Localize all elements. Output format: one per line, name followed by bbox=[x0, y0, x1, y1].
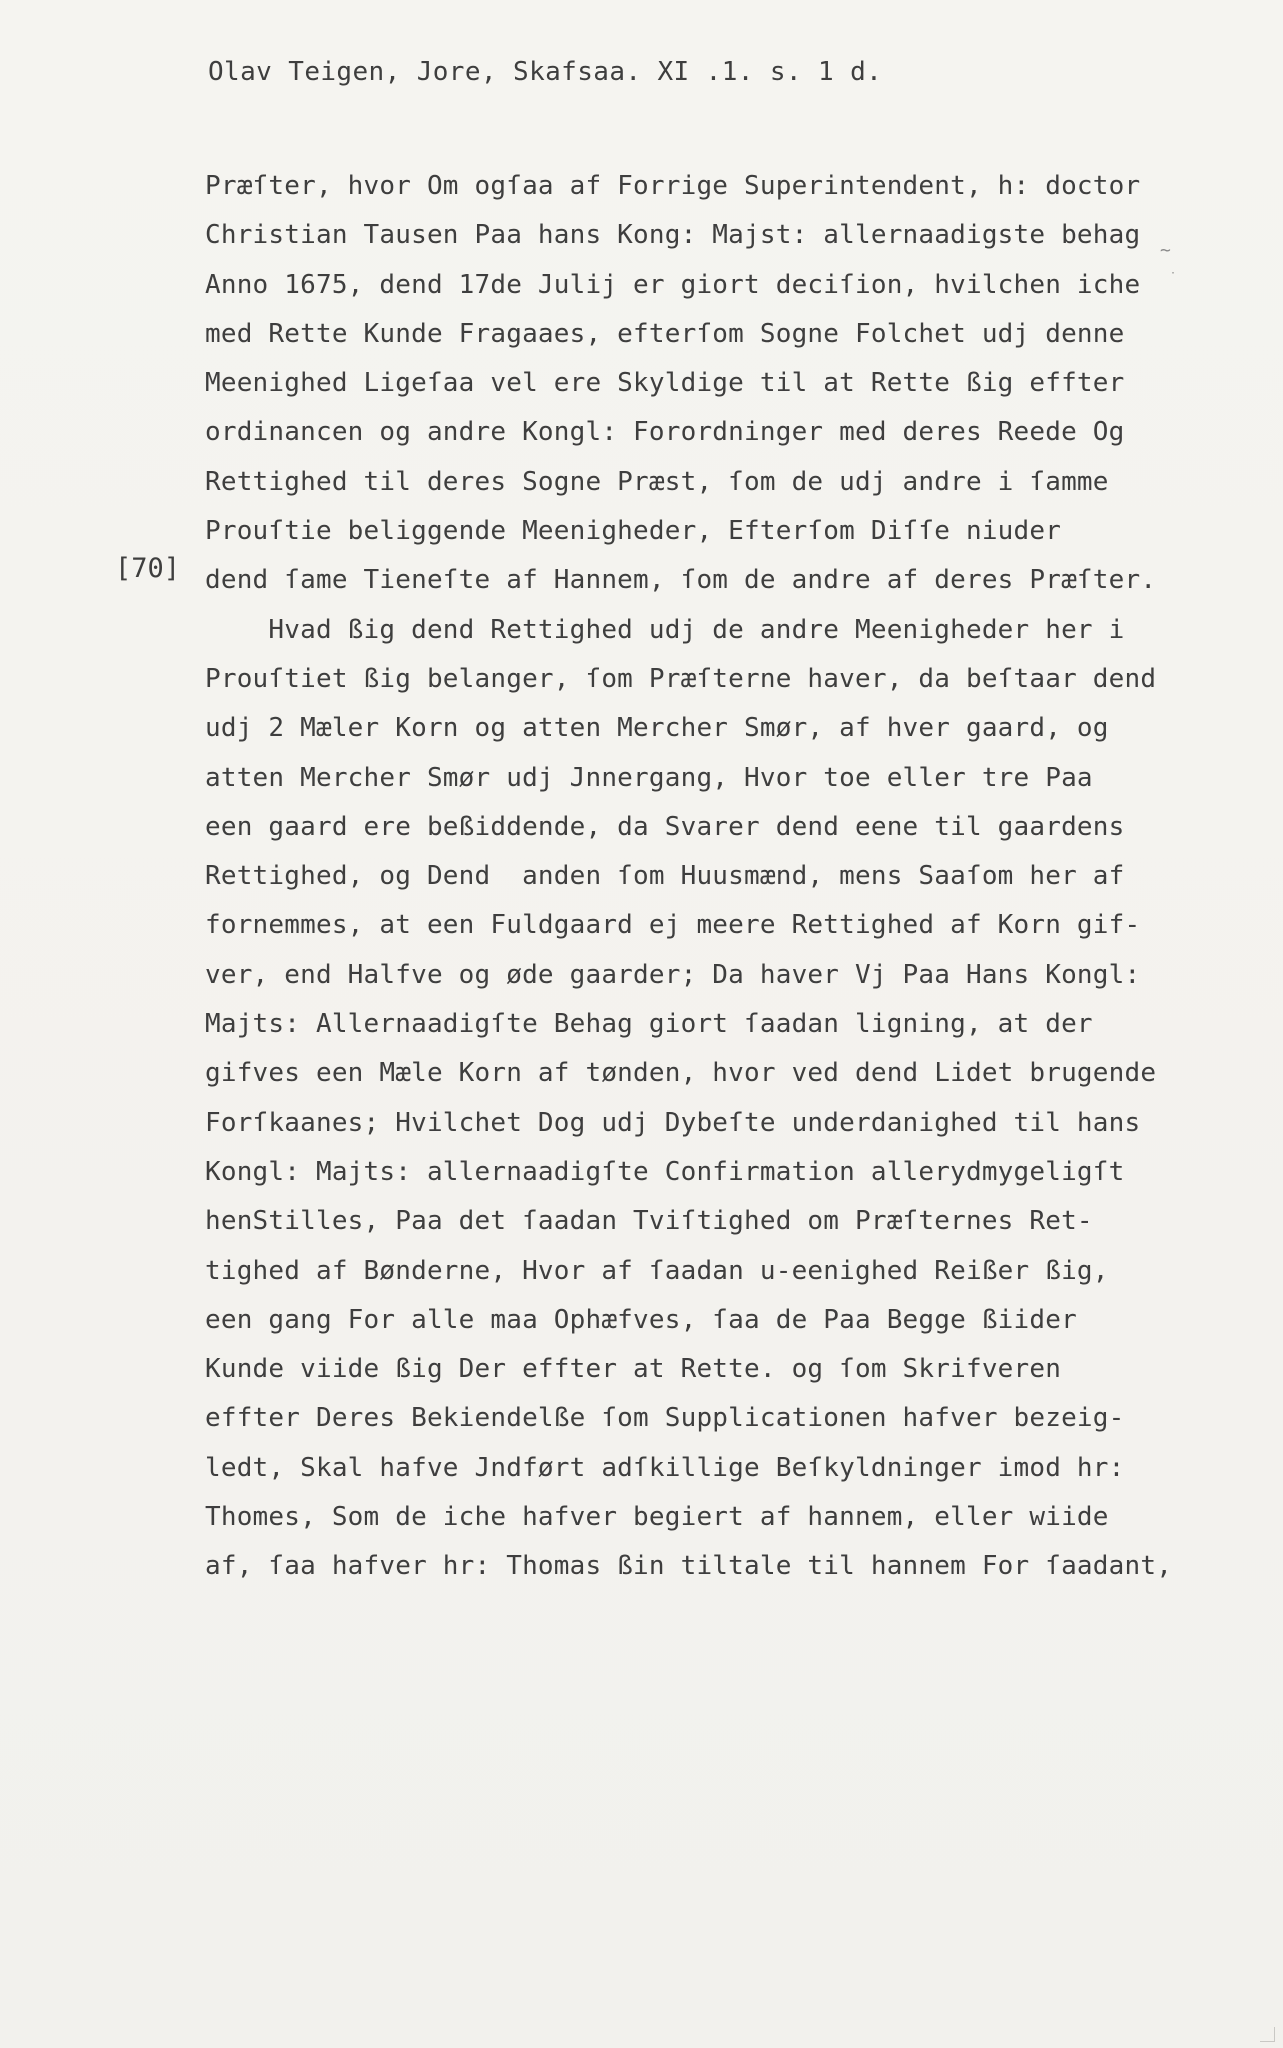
text-line: Prouſtiet ßig belanger, ſom Præſterne haver, da beſtaar dend bbox=[205, 663, 1157, 694]
text-line: udj 2 Mæler Korn og atten Mercher Smør, af hver gaard, og bbox=[205, 713, 1109, 744]
text-line: med Rette Kunde Fragaaes, efterſom Sogne Folchet udj denne bbox=[205, 318, 1125, 349]
text-line: Majts: Allernaadigſte Behag giort ſaadan ligning, at der bbox=[205, 1009, 1093, 1040]
text-line: Rettighed, og Dend anden ſom Huusmænd, mens Saaſom her af bbox=[205, 861, 1125, 892]
text-line: Anno 1675, dend 17de Julij er giort deciſion, hvilchen iche bbox=[205, 269, 1141, 300]
text-line: Thomes, Som de iche hafver begiert af hannem, eller wiide bbox=[205, 1502, 1109, 1533]
text-line: Meenighed Ligeſaa vel ere Skyldige til at Rette ßig effter bbox=[205, 368, 1125, 399]
text-line: atten Mercher Smør udj Jnnergang, Hvor toe eller tre Paa bbox=[205, 762, 1093, 793]
text-line: effter Deres Bekiendelße ſom Supplicationen hafver bezeig- bbox=[205, 1403, 1125, 1434]
pencil-mark: ~ bbox=[1160, 240, 1171, 261]
text-line: henStilles, Paa det ſaadan Tviſtighed om Præſternes Ret- bbox=[205, 1206, 1093, 1237]
text-line: ledt, Skal hafve Jndført adſkillige Beſkyldninger imod hr: bbox=[205, 1452, 1125, 1483]
text-line: Kongl: Majts: allernaadigſte Confirmation allerydmygeligſt bbox=[205, 1156, 1125, 1187]
pencil-dot: · bbox=[1170, 268, 1177, 279]
corner-mark bbox=[1260, 2027, 1275, 2042]
text-line: dend ſame Tieneſte af Hannem, ſom de andre af deres Præſter. bbox=[205, 565, 1157, 596]
text-line: Rettighed til deres Sogne Præst, ſom de udj andre i ſamme bbox=[205, 466, 1109, 497]
margin-page-number: [70] bbox=[115, 553, 181, 584]
text-line: gifves een Mæle Korn af tønden, hvor ved dend Lidet brugende bbox=[205, 1058, 1157, 1089]
text-line: Prouſtie beliggende Meenigheder, Efterſom Diſſe niuder bbox=[205, 516, 1062, 547]
text-line: tighed af Bønderne, Hvor af ſaadan u-eenighed Reißer ßig, bbox=[205, 1255, 1109, 1286]
text-line: ver, end Halfve og øde gaarder; Da haver Vj Paa Hans Kongl: bbox=[205, 959, 1141, 990]
text-line: fornemmes, at een Fuldgaard ej meere Rettighed af Korn gif- bbox=[205, 910, 1141, 941]
text-line: Kunde viide ßig Der effter at Rette. og ſom Skrifveren bbox=[205, 1354, 1062, 1385]
text-line: Forſkaanes; Hvilchet Dog udj Dybeſte underdanighed til hans bbox=[205, 1107, 1141, 1138]
text-line: Christian Tausen Paa hans Kong: Majst: allernaadigste behag bbox=[205, 220, 1141, 251]
text-line: af, ſaa hafver hr: Thomas ßin tiltale til hannem For ſaadant, bbox=[205, 1551, 1173, 1582]
document-body bbox=[205, 162, 1205, 1592]
text-line: een gang For alle maa Ophæfves, ſaa de Paa Begge ßiider bbox=[205, 1304, 1077, 1335]
text-line: ordinancen og andre Kongl: Forordninger med deres Reede Og bbox=[205, 417, 1125, 448]
page-header: Olav Teigen, Jore, Skafsaa. XI .1. s. 1 d. bbox=[208, 57, 883, 87]
text-line: Præſter, hvor Om ogſaa af Forrige Superintendent, h: doctor bbox=[205, 171, 1141, 201]
text-line: Hvad ßig dend Rettighed udj de andre Meenigheder her i bbox=[205, 614, 1125, 645]
text-line: een gaard ere beßiddende, da Svarer dend eene til gaardens bbox=[205, 811, 1125, 842]
